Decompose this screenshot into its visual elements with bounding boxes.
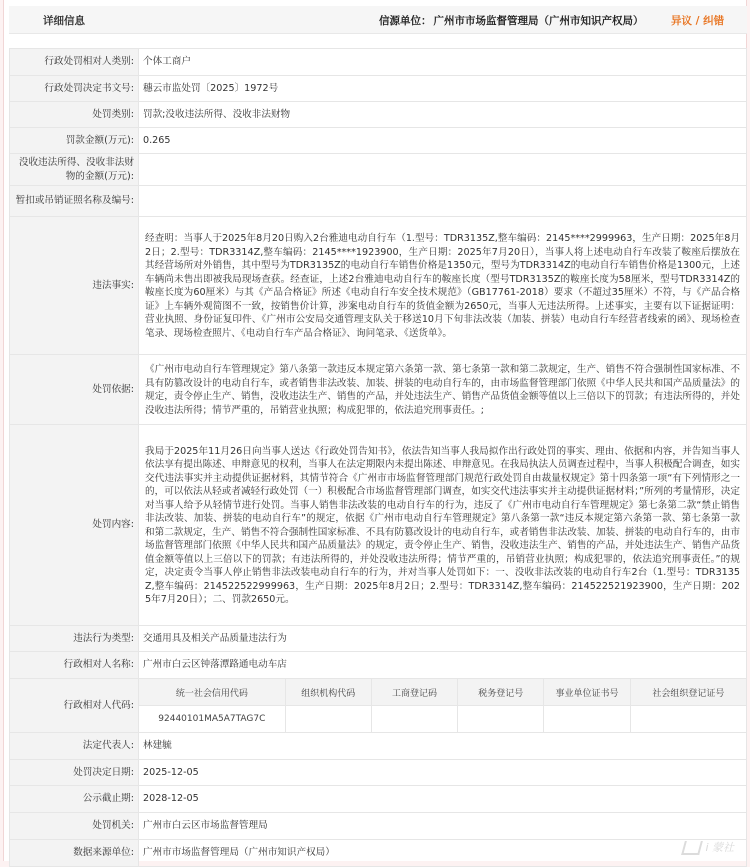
value-party-name: 广州市白云区钟落潭路通电动车店 xyxy=(139,652,747,679)
header-org-code: 组织机构代码 xyxy=(285,679,371,706)
label-data-source: 数据来源单位: xyxy=(10,840,139,867)
row-party-code xyxy=(10,679,747,733)
label-party-name: 行政相对人名称: xyxy=(10,652,139,679)
party-code-cell xyxy=(139,679,747,733)
label-legal-rep: 法定代表人: xyxy=(10,733,139,760)
label-authority: 处罚机关: xyxy=(10,813,139,840)
row-party-name xyxy=(10,652,747,679)
row-doc-no xyxy=(10,76,747,102)
header-social-org-reg-no: 社会组织登记证号 xyxy=(630,679,746,706)
value-business-reg-code xyxy=(371,706,457,733)
party-code-table xyxy=(139,679,746,732)
row-content xyxy=(10,425,747,626)
value-legal-rep: 林建毓 xyxy=(139,733,747,760)
header-business-reg-code: 工商登记码 xyxy=(371,679,457,706)
row-basis xyxy=(10,355,747,425)
value-confiscation xyxy=(139,154,747,186)
row-facts xyxy=(10,217,747,355)
value-doc-no: 穗云市监处罚〔2025〕1972号 xyxy=(139,76,747,102)
value-org-code xyxy=(285,706,371,733)
party-code-value-row xyxy=(139,706,746,733)
row-legal-rep xyxy=(10,733,747,760)
label-content: 处罚内容: xyxy=(10,425,139,626)
row-decision-date xyxy=(10,760,747,786)
row-confiscation xyxy=(10,154,747,186)
value-party-type: 个体工商户 xyxy=(139,49,747,76)
label-type: 违法行为类型: xyxy=(10,626,139,652)
detail-header xyxy=(9,6,747,34)
label-doc-no: 行政处罚决定书文号: xyxy=(10,76,139,102)
value-license xyxy=(139,186,747,217)
header-unified-credit-code: 统一社会信用代码 xyxy=(139,679,285,706)
label-fine: 罚款金额(万元): xyxy=(10,128,139,154)
label-decision-date: 处罚决定日期: xyxy=(10,760,139,786)
row-fine xyxy=(10,128,747,154)
label-party-code: 行政相对人代码: xyxy=(10,679,139,733)
objection-correction-link[interactable]: 异议 / 纠错 xyxy=(671,15,725,27)
label-party-type: 行政处罚相对人类别: xyxy=(10,49,139,76)
detail-table xyxy=(9,48,747,867)
watermark-text: i 蒙社 xyxy=(705,841,734,854)
value-basis: 《广州市电动自行车管理规定》第八条第一款违反本规定第六条第一款、第七条第一款和第二款规定，生产、销售不符合强制性国家标准、不具有防篡改设计的电动自行车，或者销售非法改装、加装、拼装的电动自行车的，由市场监督管理部门依照《中华人民共和国产品质量法》的规定，责令停止生产、销售，没收违法生产、销售的产品，并处违法生产、销售产品货值金额等值以上三倍以下的罚款；有违法所得的，并处没收违法所得；情节严重的，吊销营业执照；构成犯罪的，依法追究刑事责任。; xyxy=(139,355,747,425)
value-institution-cert-no xyxy=(544,706,630,733)
detail-panel xyxy=(3,0,747,861)
label-license: 暂扣或吊销证照名称及编号: xyxy=(10,186,139,217)
row-publish-end xyxy=(10,786,747,813)
value-publish-end: 2028-12-05 xyxy=(139,786,747,813)
value-category: 罚款;没收违法所得、没收非法财物 xyxy=(139,102,747,128)
row-type xyxy=(10,626,747,652)
source-unit xyxy=(379,13,644,28)
value-data-source: 广州市市场监督管理局（广州市知识产权局） xyxy=(139,840,747,867)
value-tax-reg-no xyxy=(458,706,544,733)
value-content: 我局于2025年11月26日向当事人送达《行政处罚告知书》，依法告知当事人我局拟作出行政处罚的事实、理由、依据和内容，并告知当事人依法享有提出陈述、申辩意见的权利，当事人在法定期限内未提出陈述、申辩意见。在我局执法人员调查过程中，当事人积极配合调查，如实交代违法事实并主动提供证据材料，其情节符合《广州市市场监督管理部门规范行政处罚自由裁量权规定》第十四条第一项“有下列情形之一的，可以依法从轻或者减轻行政处罚（一）积极配合市场监督管理部门调查，如实交代违法事实并主动提供证据材料；”所列的考量情形，决定对当事人给予从轻情节进行处罚。当事人销售非法改装的电动自行车的行为，违反了《广州市电动自行车管理规定》第七条第二款“禁止销售非法改装、加装、拼装的电动自行车”的规定，依据《广州市电动自行车管理规定》第八条第一款“违反本规定第六条第一款、第七条第一款和第二款规定，生产、销售不符合强制性国家标准、不具有防篡改设计的电动自行车，或者销售非法改装、加装、拼装的电动自行车的，由市场监督管理部门依照《中华人民共和国产品质量法》的规定，责令停止生产、销售，没收违法生产、销售的产品，并处违法生产、销售产品货值金额等值以上三倍以下的罚款；有违法所得的，并处没收违法所得；情节严重的，吊销营业执照；构成犯罪的，依法追究刑事责任。”的规定，决定责令当事人停止销售非法改装电动自行车的行为，并对当事人处罚如下：一、没收非法改装的电动自行车2台（1.型号：TDR3135Z,整车编码：214522522999963，生产日期：2025年8月2日；2.型号：TDR3314Z,整车编码：214522521923900，生产日期：2025年7月20日）；二、罚款2650元。 xyxy=(139,425,747,626)
value-type: 交通用具及相关产品质量违法行为 xyxy=(139,626,747,652)
label-basis: 处罚依据: xyxy=(10,355,139,425)
value-unified-credit-code: 92440101MA5A7TAG7C xyxy=(158,714,266,724)
value-authority: 广州市白云区市场监督管理局 xyxy=(139,813,747,840)
row-data-source xyxy=(10,840,747,867)
header-institution-cert-no: 事业单位证书号 xyxy=(544,679,630,706)
row-license xyxy=(10,186,747,217)
source-unit-label: 信源单位： xyxy=(379,15,432,27)
value-fine: 0.265 xyxy=(139,128,747,154)
value-facts: 经查明：当事人于2025年8月20日购入2台雅迪电动自行车（1.型号：TDR3135Z,整车编码：2145****2999963，生产日期：2025年8月2日；2.型号：TDR3314Z,整车编码：2145****1923900，生产日期：2025年7月20日），当事人将上述电动自行车改装了鞍座后摆放在其经营场所对外销售，其中型号为TDR3135Z的电动自行车销售价格是1350元，型号为TDR3314Z的电动自行车销售价格是1300元，上述车辆尚未售出即被我局现场查获。经查证，上述2台雅迪电动自行车的鞍座长度（型号TDR3135Z的鞍座长度为58厘米，型号TDR3314Z的鞍座长度为60厘米）与其《产品合格证》所述《电动自行车安全技术规范》（GB17761-2018）要求（不超过35厘米）不符，与《产品合格证》上车辆外观简图不一致，按销售价计算，涉案电动自行车的货值金额为2650元，当事人无违法所得。上述事实，主要有以下证据证明：营业执照、身份证复印件、《广州市公安局交通管理支队关于移送10月下旬非法改装（加装、拼装）电动自行车经营者线索的函》、现场检查笔录、现场检查照片、《电动自行车产品合格证》、询问笔录、《送货单》。 xyxy=(139,217,747,355)
source-unit-value: 广州市市场监督管理局（广州市知识产权局） xyxy=(433,15,644,27)
value-social-org-reg-no xyxy=(630,706,746,733)
label-category: 处罚类别: xyxy=(10,102,139,128)
watermark xyxy=(683,839,734,855)
label-publish-end: 公示截止期: xyxy=(10,786,139,813)
header-tax-reg-no: 税务登记号 xyxy=(458,679,544,706)
label-facts: 违法事实: xyxy=(10,217,139,355)
value-decision-date: 2025-12-05 xyxy=(139,760,747,786)
row-authority xyxy=(10,813,747,840)
party-code-header-row xyxy=(139,679,746,706)
row-category xyxy=(10,102,747,128)
detail-title: 详细信息 xyxy=(43,15,85,27)
row-party-type xyxy=(10,49,747,76)
label-confiscation: 没收违法所得、没收非法财物的金额(万元): xyxy=(10,154,139,186)
watermark-logo-icon xyxy=(682,841,704,855)
